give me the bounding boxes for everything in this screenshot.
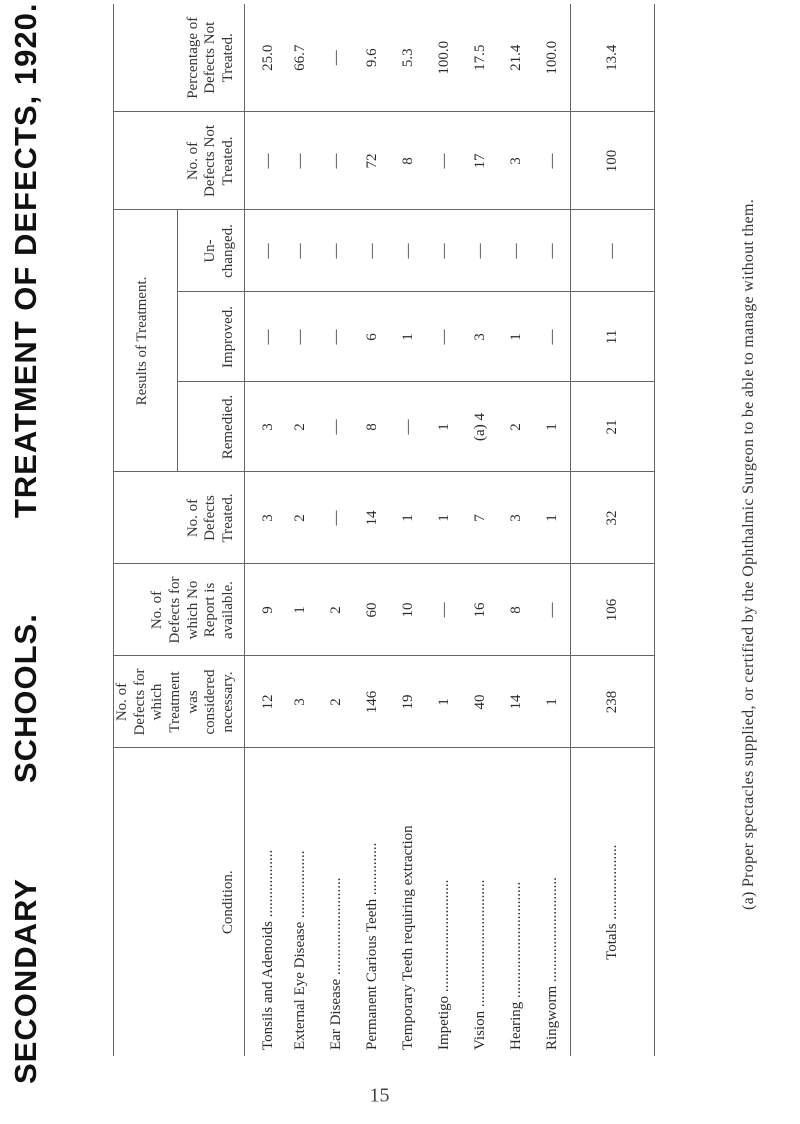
- total-not-treated: 100: [570, 112, 654, 210]
- cell-no-report: —: [426, 564, 462, 656]
- cell-not-treated: 17: [462, 112, 498, 210]
- cell-no-report: —: [534, 564, 570, 656]
- cell-not-treated: —: [534, 112, 570, 210]
- total-remedied: 21: [570, 382, 654, 472]
- header-improved: Improved.: [178, 292, 245, 382]
- cell-not-treated: 3: [498, 112, 534, 210]
- cell-unchanged: —: [318, 210, 354, 292]
- total-no-report: 106: [570, 564, 654, 656]
- cell-treated: 2: [282, 472, 318, 564]
- cell-not-treated: —: [282, 112, 318, 210]
- cell-considered: 1: [426, 656, 462, 748]
- cell-unchanged: —: [462, 210, 498, 292]
- total-percentage: 13.4: [570, 4, 654, 112]
- cell-not-treated: 8: [390, 112, 426, 210]
- row-condition: External Eye Disease ..................: [291, 850, 308, 1050]
- cell-percentage: 17.5: [462, 4, 498, 112]
- cell-considered: 14: [498, 656, 534, 748]
- table-row: [282, 4, 318, 1056]
- table-row: [498, 4, 534, 1056]
- table-row: [354, 4, 390, 1056]
- cell-improved: —: [534, 292, 570, 382]
- cell-considered: 12: [244, 656, 282, 748]
- cell-considered: 19: [390, 656, 426, 748]
- page-number: 15: [369, 1084, 390, 1107]
- header-treated: No. of Defects Treated.: [114, 472, 245, 564]
- total-improved: 11: [570, 292, 654, 382]
- row-condition: Tonsils and Adenoids ..................: [244, 748, 282, 1056]
- cell-percentage: 100.0: [426, 4, 462, 112]
- header-results-group: Results of Treatment.: [114, 210, 178, 472]
- cell-remedied: 2: [498, 382, 534, 472]
- header-no-report: No. of Defects for which No Report is available.: [114, 564, 245, 656]
- cell-no-report: 9: [244, 564, 282, 656]
- total-unchanged: —: [570, 210, 654, 292]
- cell-improved: —: [426, 292, 462, 382]
- cell-remedied: 1: [534, 382, 570, 472]
- cell-remedied: 3: [244, 382, 282, 472]
- cell-remedied: (a) 4: [462, 382, 498, 472]
- heading-part-treatment: TREATMENT OF DEFECTS, 1920.: [8, 2, 43, 519]
- table-row: [462, 4, 498, 1056]
- cell-percentage: 9.6: [354, 4, 390, 112]
- footnote: (a) Proper spectacles supplied, or certified by the Ophthalmic Surgeon to be able to manage without them.: [740, 198, 757, 910]
- cell-no-report: 10: [390, 564, 426, 656]
- cell-percentage: —: [318, 4, 354, 112]
- totals-label: Totals ....................: [570, 748, 654, 1056]
- header-remedied: Remedied.: [178, 382, 245, 472]
- cell-not-treated: —: [426, 112, 462, 210]
- header-unchanged: Un- changed.: [178, 210, 245, 292]
- cell-unchanged: —: [498, 210, 534, 292]
- table-row: [426, 4, 462, 1056]
- cell-remedied: 8: [354, 382, 390, 472]
- cell-improved: 6: [354, 292, 390, 382]
- row-condition: Hearing ...............................: [507, 881, 524, 1050]
- cell-remedied: 1: [426, 382, 462, 472]
- cell-treated: 1: [390, 472, 426, 564]
- cell-improved: —: [282, 292, 318, 382]
- cell-remedied: 2: [282, 382, 318, 472]
- cell-remedied: —: [390, 382, 426, 472]
- table-row: [534, 4, 570, 1056]
- header-not-treated: No. of Defects Not Treated.: [114, 112, 245, 210]
- cell-improved: 1: [498, 292, 534, 382]
- cell-improved: —: [244, 292, 282, 382]
- cell-no-report: 60: [354, 564, 390, 656]
- totals-row: [570, 4, 654, 1056]
- row-condition: Impetigo ..............................: [435, 879, 452, 1050]
- cell-treated: 3: [498, 472, 534, 564]
- cell-not-treated: —: [318, 112, 354, 210]
- table-row: [318, 4, 354, 1056]
- row-condition: Temporary Teeth requiring extraction: [399, 825, 416, 1050]
- defects-table: [113, 4, 655, 1056]
- cell-remedied: —: [318, 382, 354, 472]
- cell-not-treated: 72: [354, 112, 390, 210]
- cell-unchanged: —: [390, 210, 426, 292]
- header-condition: Condition.: [114, 748, 245, 1056]
- cell-no-report: 1: [282, 564, 318, 656]
- cell-treated: —: [318, 472, 354, 564]
- cell-treated: 1: [426, 472, 462, 564]
- cell-considered: 1: [534, 656, 570, 748]
- header-percentage: Percentage of Defects Not Treated.: [114, 4, 245, 112]
- row-condition: Ear Disease ..........................: [327, 877, 344, 1050]
- cell-percentage: 21.4: [498, 4, 534, 112]
- cell-improved: —: [318, 292, 354, 382]
- cell-improved: 3: [462, 292, 498, 382]
- cell-considered: 40: [462, 656, 498, 748]
- cell-treated: 14: [354, 472, 390, 564]
- cell-considered: 2: [318, 656, 354, 748]
- total-considered: 238: [570, 656, 654, 748]
- cell-considered: 146: [354, 656, 390, 748]
- cell-considered: 3: [282, 656, 318, 748]
- cell-not-treated: —: [244, 112, 282, 210]
- heading-part-schools: SCHOOLS.: [8, 613, 43, 784]
- cell-no-report: 16: [462, 564, 498, 656]
- total-treated: 32: [570, 472, 654, 564]
- cell-percentage: 100.0: [534, 4, 570, 112]
- row-condition: Permanent Carious Teeth ..............: [363, 842, 380, 1050]
- cell-unchanged: —: [282, 210, 318, 292]
- table-row: [244, 4, 282, 1056]
- row-condition: Vision ..................................: [471, 879, 488, 1050]
- cell-percentage: 5.3: [390, 4, 426, 112]
- page-heading: [6, 3, 46, 1084]
- cell-unchanged: —: [534, 210, 570, 292]
- table-row: [390, 4, 426, 1056]
- cell-treated: 1: [534, 472, 570, 564]
- cell-no-report: 8: [498, 564, 534, 656]
- header-considered: No. of Defects for which Treatment was considered necessary.: [114, 656, 245, 748]
- cell-percentage: 66.7: [282, 4, 318, 112]
- cell-treated: 7: [462, 472, 498, 564]
- heading-part-secondary: SECONDARY: [8, 878, 43, 1084]
- cell-treated: 3: [244, 472, 282, 564]
- row-condition: Ringworm ............................: [543, 877, 560, 1050]
- cell-percentage: 25.0: [244, 4, 282, 112]
- cell-unchanged: —: [426, 210, 462, 292]
- cell-no-report: 2: [318, 564, 354, 656]
- cell-unchanged: —: [244, 210, 282, 292]
- cell-improved: 1: [390, 292, 426, 382]
- cell-unchanged: —: [354, 210, 390, 292]
